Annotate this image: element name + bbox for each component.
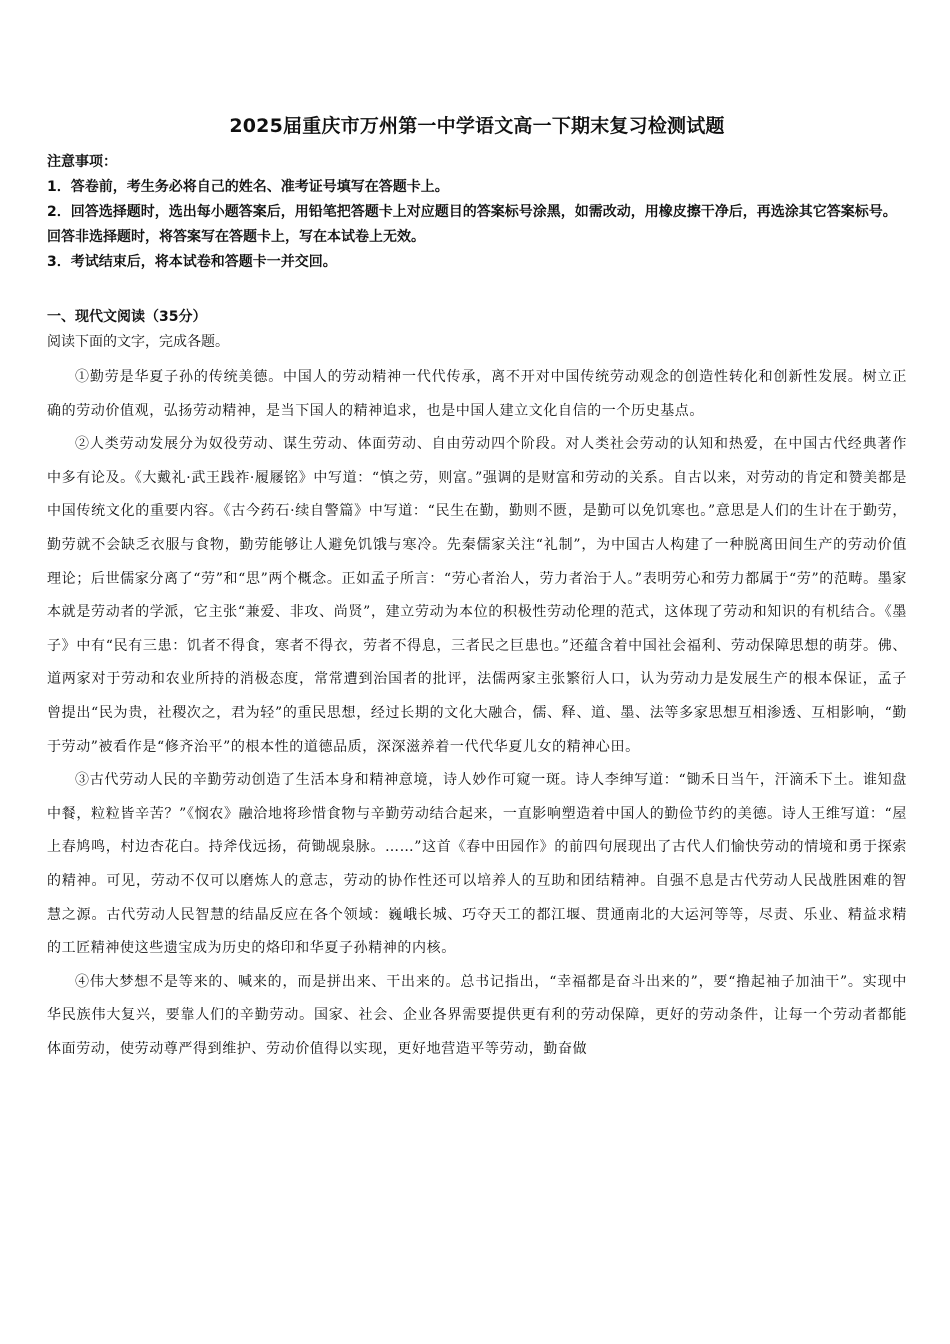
reading-passage: [47, 361, 907, 1066]
notice-item-2: 2．回答选择题时，选出每小题答案后，用铅笔把答题卡上对应题目的答案标号涂黑，如需改动，用橡皮擦干净后，再选涂其它答案标号。回答非选择题时，将答案写在答题卡上，写在本试卷上无效。: [47, 204, 897, 245]
notice-item-1: 1．答卷前，考生务必将自己的姓名、准考证号填写在答题卡上。: [47, 179, 449, 195]
page-title: 2025届重庆市万州第一中学语文高一下期末复习检测试题: [229, 115, 725, 137]
passage-paragraph-1: ①勤劳是华夏子孙的传统美德。中国人的劳动精神一代代传承，离不开对中国传统劳动观念的创造性转化和创新性发展。树立正确的劳动价值观，弘扬劳动精神，是当下国人的精神追求，也是中国人建立文化自信的一个历史基点。: [47, 369, 907, 419]
notice-block: [47, 150, 907, 275]
passage-paragraph-3: ③古代劳动人民的辛勤劳动创造了生活本身和精神意境，诗人妙作可窥一斑。诗人李绅写道：“锄禾日当午，汗滴禾下土。谁知盘中餐，粒粒皆辛苦？”《悯农》融洽地将珍惜食物与辛勤劳动结合起来，一直影响塑造着中国人的勤俭节约的美德。诗人王维写道：“屋上春鸠鸣，村边杏花白。持斧伐远扬，荷锄觇泉脉。……”这首《春中田园作》的前四句展现出了古代人们愉快劳动的情境和勇于探索的精神。可见，劳动不仅可以磨炼人的意志，劳动的协作性还可以培养人的互助和团结精神。自强不息是古代劳动人民战胜困难的智慧之源。古代劳动人民智慧的结晶反应在各个领域：巍峨长城、巧夺天工的都江堰、贯通南北的大运河等等，尽责、乐业、精益求精的工匠精神使这些遗宝成为历史的烙印和华夏子孙精神的内核。: [47, 772, 907, 957]
passage-paragraph-2: ②人类劳动发展分为奴役劳动、谋生劳动、体面劳动、自由劳动四个阶段。对人类社会劳动的认知和热爱，在中国古代经典著作中多有论及。《大戴礼·武王践祚·履屦铭》中写道：“慎之劳，则富。”强调的是财富和劳动的关系。自古以来，对劳动的肯定和赞美都是中国传统文化的重要内容。《古今药石·续自警篇》中写道：“民生在勤，勤则不匮，是勤可以免饥寒也。”意思是人们的生计在于勤劳，勤劳就不会缺乏衣服与食物，勤劳能够让人避免饥饿与寒冷。先秦儒家关注“礼制”，为中国古人构建了一种脱离田间生产的劳动价值理论；后世儒家分离了“劳”和“思”两个概念。正如孟子所言：“劳心者治人，劳力者治于人。”表明劳心和劳力都属于“劳”的范畴。墨家本就是劳动者的学派，它主张“兼爱、非攻、尚贤”，建立劳动为本位的积极性劳动伦理的范式，这体现了劳动和知识的有机结合。《墨子》中有“民有三患：饥者不得食，寒者不得衣，劳者不得息，三者民之巨患也。”还蕴含着中国社会福利、劳动保障思想的萌芽。佛、道两家对于劳动和农业所持的消极态度，常常遭到治国者的批评，法儒两家主张繁衍人口，认为劳动力是发展生产的根本保证，孟子曾提出“民为贵，社稷次之，君为轻”的重民思想，经过长期的文化大融合，儒、释、道、墨、法等多家思想互相渗透、互相影响，“勤于劳动”被看作是“修齐治平”的根本性的道德品质，深深滋养着一代代华夏儿女的精神心田。: [47, 436, 907, 755]
passage-paragraph-4: ④伟大梦想不是等来的、喊来的，而是拼出来、干出来的。总书记指出，“幸福都是奋斗出来的”，要“撸起袖子加油干”。实现中华民族伟大复兴，要靠人们的辛勤劳动。国家、社会、企业各界需要提供更有利的劳动保障，更好的劳动条件，让每一个劳动者都能体面劳动，使劳动尊严得到维护、劳动价值得以实现，更好地营造平等劳动，勤奋做: [47, 973, 907, 1057]
notice-item-3: 3．考试结束后，将本试卷和答题卡一并交回。: [47, 254, 337, 270]
exam-page: [47, 0, 907, 1066]
section-heading: 一、现代文阅读（35分）: [47, 309, 207, 325]
notice-heading: 注意事项：: [47, 154, 117, 170]
section-instruction: 阅读下面的文字，完成各题。: [47, 334, 229, 350]
